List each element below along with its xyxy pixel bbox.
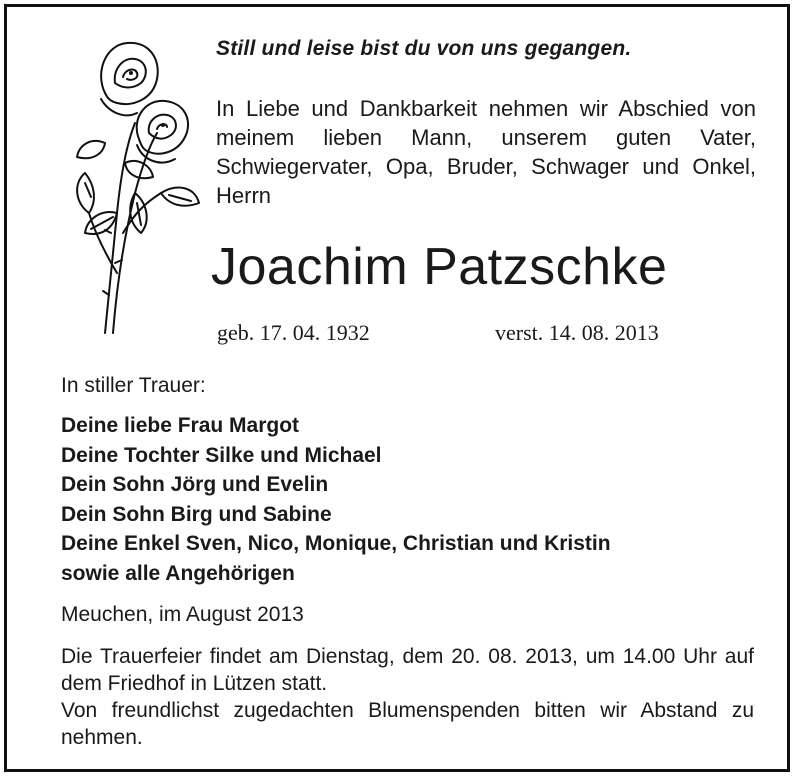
- birth-date: geb. 17. 04. 1932: [217, 320, 370, 345]
- mourner-entry: Deine Tochter Silke und Michael: [61, 443, 382, 467]
- mourner-entry: Dein Sohn Birg und Sabine: [61, 502, 332, 526]
- mourners-list: [61, 411, 611, 588]
- motto: Still und leise bist du von uns gegangen.: [216, 37, 632, 60]
- rose-illustration: [65, 33, 205, 345]
- death-date: verst. 14. 08. 2013: [495, 320, 659, 345]
- flowers-text: Von freundlichst zugedachten Blumenspenden bitten wir Abstand zu nehmen.: [61, 699, 754, 749]
- funeral-notice: [61, 643, 754, 751]
- mourner-entry: sowie alle Angehörigen: [61, 561, 295, 585]
- funeral-text: Die Trauerfeier findet am Dienstag, dem 20. 08. 2013, um 14.00 Uhr auf dem Friedhof in Lützen statt.: [61, 645, 754, 695]
- mourner-entry: Dein Sohn Jörg und Evelin: [61, 473, 329, 496]
- place-date: Meuchen, im August 2013: [61, 603, 304, 626]
- mourner-entry: Deine liebe Frau Margot: [61, 414, 300, 437]
- mourning-label: In stiller Trauer:: [61, 374, 206, 397]
- deceased-name: Joachim Patzschke: [211, 238, 668, 296]
- obituary-frame: [4, 4, 790, 772]
- intro-text: In Liebe und Dankbarkeit nehmen wir Abschied von meinem lieben Mann, unserem guten Vater, Schwiegervater, Opa, Bruder, Schwager und Onkel, Herrn: [216, 96, 756, 208]
- mourner-entry: Deine Enkel Sven, Nico, Monique, Christian und Kristin: [61, 532, 611, 555]
